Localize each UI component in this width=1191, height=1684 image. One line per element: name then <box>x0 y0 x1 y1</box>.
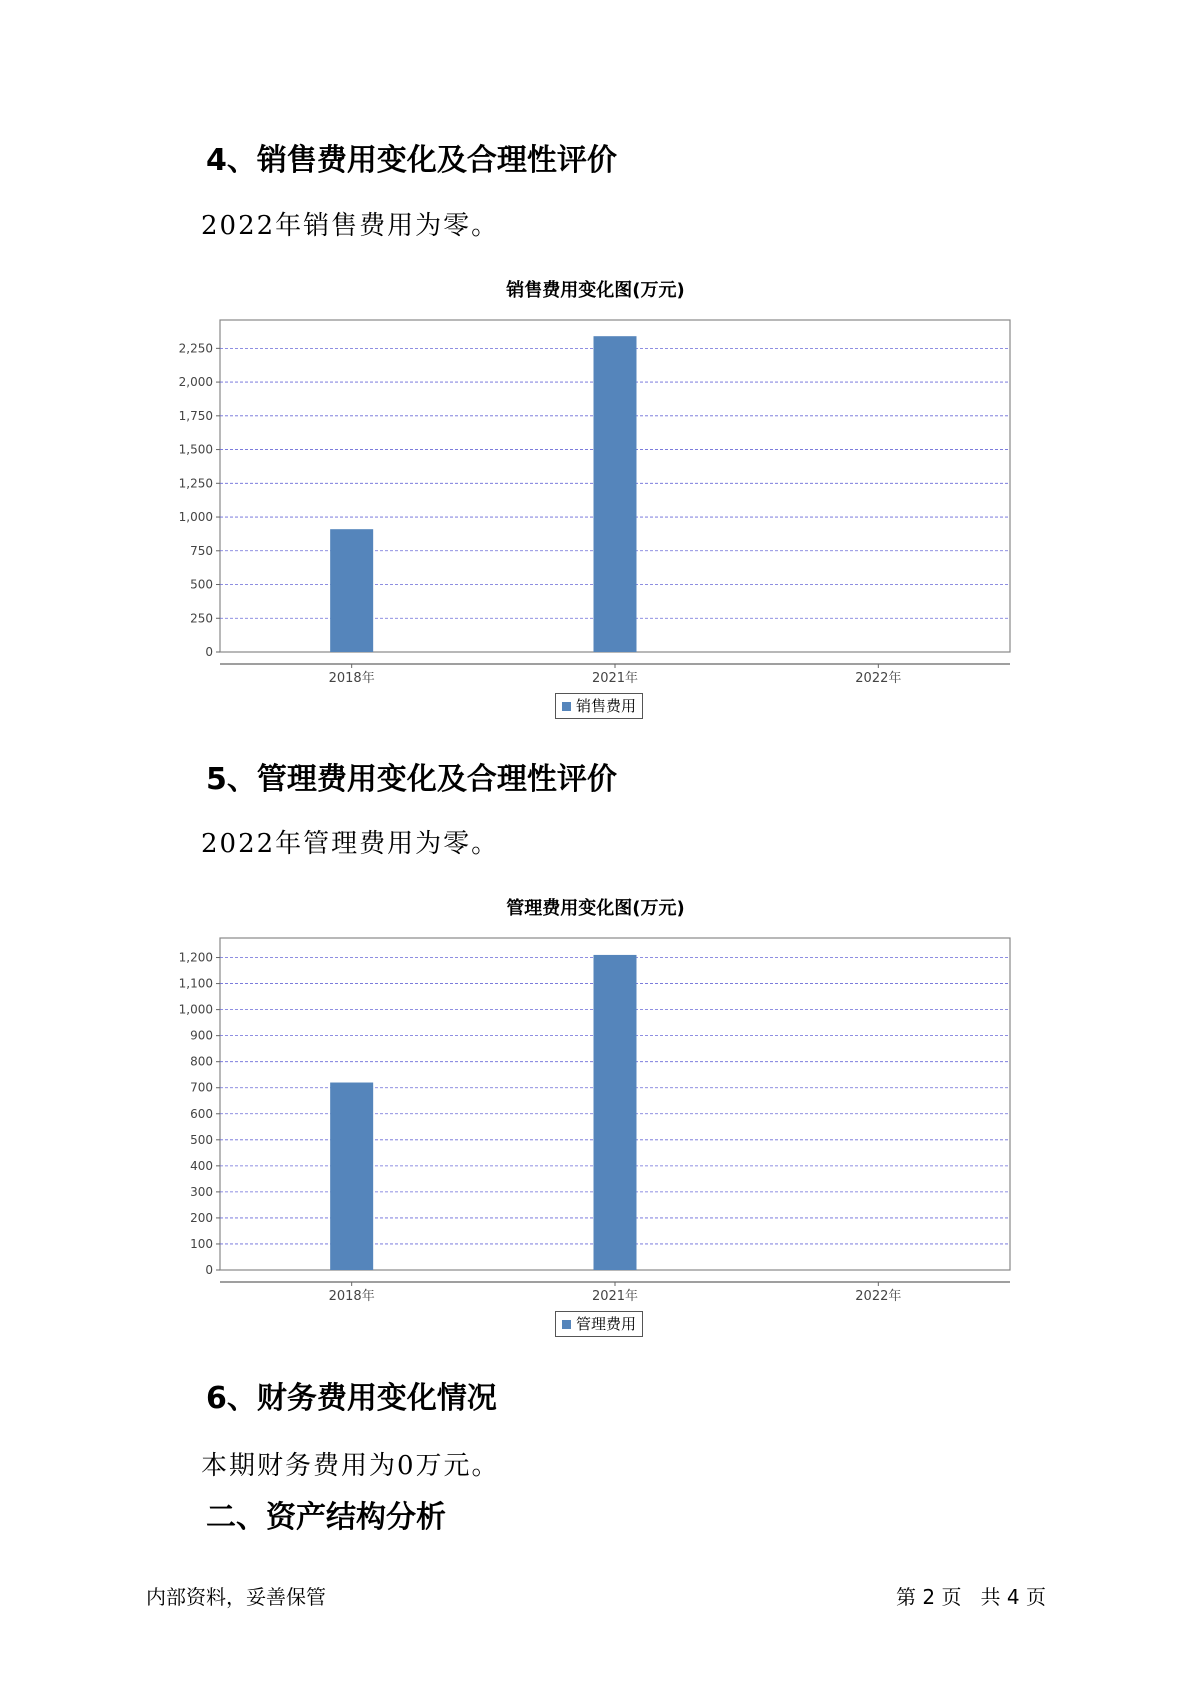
y-tick-label: 0 <box>205 645 213 659</box>
bar <box>330 529 373 652</box>
legend-swatch <box>562 1320 571 1329</box>
legend-label: 销售费用 <box>576 697 637 715</box>
y-tick-label: 1,750 <box>178 408 213 423</box>
chart-legend <box>555 693 643 719</box>
y-tick-label: 1,250 <box>178 476 213 491</box>
chart-title: 销售费用变化图(万元) <box>506 280 685 301</box>
y-tick-label: 500 <box>190 1132 213 1147</box>
section-heading-assets: 二、资产结构分析 <box>206 1500 446 1535</box>
section-text-sales: 2022年销售费用为零。 <box>201 211 500 241</box>
admin-expense-chart <box>0 898 1191 1343</box>
section-heading-sales: 4、销售费用变化及合理性评价 <box>206 143 617 178</box>
y-tick-label: 0 <box>205 1263 213 1277</box>
footer-confidential: 内部资料，妥善保管 <box>146 1585 326 1609</box>
y-tick-label: 800 <box>190 1054 213 1069</box>
legend-label: 管理费用 <box>576 1315 637 1333</box>
section-text-finance: 本期财务费用为0万元。 <box>201 1451 500 1481</box>
bar <box>330 1083 373 1270</box>
y-tick-label: 1,000 <box>178 1002 213 1017</box>
y-tick-label: 1,500 <box>178 442 213 457</box>
y-tick-label: 1,100 <box>178 976 213 991</box>
section-heading-admin: 5、管理费用变化及合理性评价 <box>206 762 617 797</box>
y-tick-label: 100 <box>190 1236 213 1251</box>
y-tick-label: 900 <box>190 1028 213 1043</box>
legend-swatch <box>562 702 571 711</box>
section-heading-finance: 6、财务费用变化情况 <box>206 1381 497 1416</box>
y-tick-label: 250 <box>190 611 213 626</box>
x-tick-label: 2022年 <box>855 1289 902 1304</box>
x-tick-label: 2022年 <box>855 671 902 686</box>
y-tick-label: 1,000 <box>178 510 213 525</box>
y-tick-label: 400 <box>190 1158 213 1173</box>
chart-svg <box>0 898 1191 1343</box>
x-tick-label: 2021年 <box>591 1289 639 1304</box>
sales-expense-chart <box>0 280 1191 725</box>
y-tick-label: 500 <box>190 577 213 592</box>
x-tick-label: 2018年 <box>328 671 375 686</box>
y-tick-label: 200 <box>190 1210 213 1225</box>
y-tick-label: 300 <box>190 1184 213 1199</box>
y-tick-label: 750 <box>190 543 213 558</box>
x-tick-label: 2021年 <box>591 671 639 686</box>
x-tick-label: 2018年 <box>328 1289 375 1304</box>
bar <box>594 336 637 652</box>
y-tick-label: 1,200 <box>178 950 213 965</box>
y-tick-label: 2,000 <box>178 375 213 390</box>
y-tick-label: 600 <box>190 1106 213 1121</box>
section-text-admin: 2022年管理费用为零。 <box>201 829 500 859</box>
y-tick-label: 700 <box>190 1080 213 1095</box>
chart-title: 管理费用变化图(万元) <box>506 898 685 919</box>
chart-legend <box>555 1311 643 1337</box>
y-tick-label: 2,250 <box>178 341 213 356</box>
bar <box>594 955 637 1270</box>
footer-page-number: 第 2 页 共 4 页 <box>896 1585 1046 1609</box>
chart-svg <box>0 280 1191 725</box>
